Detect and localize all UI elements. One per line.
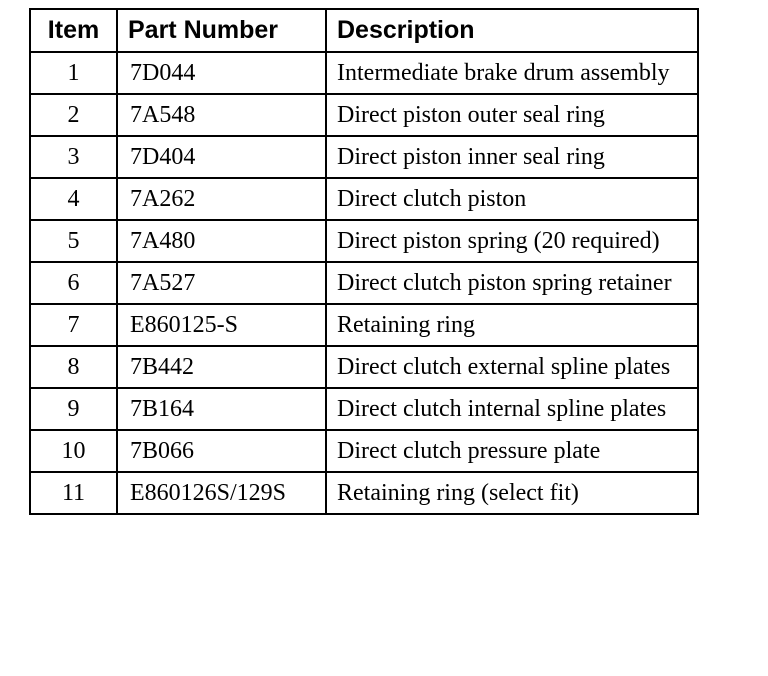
cell-description: Retaining ring (select fit) [326,472,698,514]
cell-part-number: 7B066 [117,430,326,472]
cell-item: 6 [30,262,117,304]
cell-part-number: 7D044 [117,52,326,94]
cell-part-number: 7A548 [117,94,326,136]
table-row [30,388,698,430]
column-header-description: Description [326,9,698,52]
cell-part-number: 7D404 [117,136,326,178]
table-row [30,94,698,136]
parts-table [29,8,699,515]
cell-item: 1 [30,52,117,94]
cell-item: 3 [30,136,117,178]
column-header-item: Item [30,9,117,52]
cell-description: Direct piston inner seal ring [326,136,698,178]
cell-description: Direct piston outer seal ring [326,94,698,136]
cell-description: Direct piston spring (20 required) [326,220,698,262]
table-row [30,304,698,346]
cell-part-number: 7B442 [117,346,326,388]
cell-description: Direct clutch pressure plate [326,430,698,472]
cell-item: 8 [30,346,117,388]
table-row [30,136,698,178]
table-row [30,262,698,304]
cell-part-number: E860126S/129S [117,472,326,514]
cell-description: Direct clutch external spline plates [326,346,698,388]
table-row [30,52,698,94]
table-row [30,430,698,472]
table-row [30,472,698,514]
column-header-part-number: Part Number [117,9,326,52]
cell-description: Direct clutch piston spring retainer [326,262,698,304]
cell-description: Direct clutch internal spline plates [326,388,698,430]
table-row [30,346,698,388]
cell-part-number: E860125-S [117,304,326,346]
cell-description: Intermediate brake drum assembly [326,52,698,94]
cell-part-number: 7B164 [117,388,326,430]
cell-item: 11 [30,472,117,514]
cell-part-number: 7A480 [117,220,326,262]
cell-description: Retaining ring [326,304,698,346]
cell-item: 7 [30,304,117,346]
table-row [30,178,698,220]
cell-item: 5 [30,220,117,262]
cell-item: 4 [30,178,117,220]
header-row [30,9,698,52]
cell-part-number: 7A527 [117,262,326,304]
cell-part-number: 7A262 [117,178,326,220]
cell-item: 2 [30,94,117,136]
table-row [30,220,698,262]
cell-item: 10 [30,430,117,472]
cell-description: Direct clutch piston [326,178,698,220]
cell-item: 9 [30,388,117,430]
